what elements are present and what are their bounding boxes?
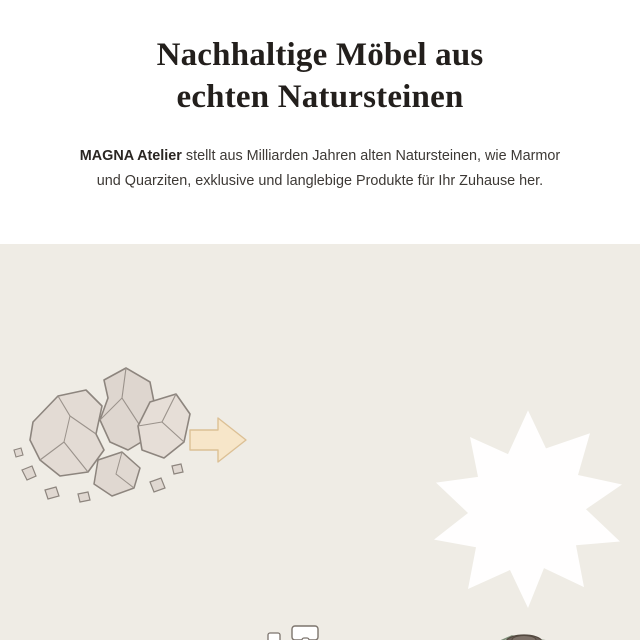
intro-paragraph-rest: stellt aus Milliarden Jahren alten Natursteinen, wie Marmor und Quarziten, exklusive und langlebige Produkte für Ihr Zuhause her. (96, 148, 561, 190)
raw-stone-chunks (14, 368, 190, 502)
finished-stone-table (434, 410, 622, 640)
hammer-icon (292, 626, 318, 640)
arrow-step-1-to-2 (190, 418, 246, 462)
intro-text-block (0, 0, 640, 244)
page-title (60, 34, 580, 118)
page-title-line-2: echten Natursteinen (176, 79, 464, 116)
chisel-icon (268, 633, 280, 640)
illustration-canvas (0, 244, 640, 640)
hands-carving-stone-slab (226, 626, 379, 640)
process-illustration (0, 244, 640, 640)
page-title-line-1: Nachhaltige Möbel aus (156, 37, 484, 73)
jar-on-table (504, 635, 544, 640)
intro-paragraph (75, 144, 565, 194)
brand-name: MAGNA Atelier (79, 148, 182, 165)
